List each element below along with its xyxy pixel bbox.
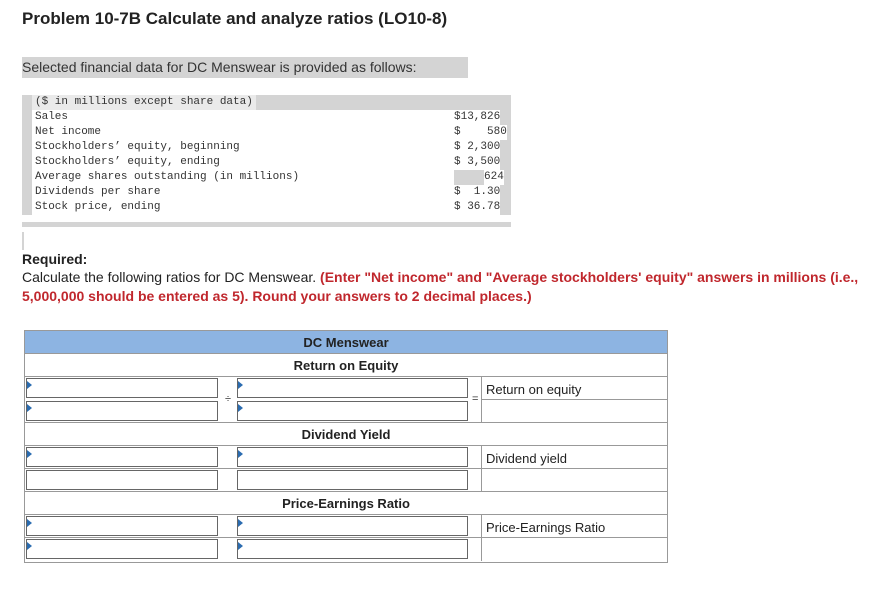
roe-numerator-value-input[interactable] (237, 378, 468, 398)
text-cursor-mark (22, 232, 24, 250)
financial-data-block (22, 95, 511, 217)
dy-denominator-label-input[interactable] (26, 470, 218, 490)
dropdown-arrow-icon (27, 542, 32, 550)
pe-numerator-label-input[interactable] (26, 516, 218, 536)
result-label-roe: Return on equity (486, 382, 582, 397)
data-value: $ 3,500 (454, 156, 501, 168)
dropdown-arrow-icon (27, 519, 32, 527)
data-label: Average shares outstanding (in millions) (32, 170, 302, 185)
dropdown-arrow-icon (238, 381, 243, 389)
dropdown-arrow-icon (238, 450, 243, 458)
table-header (25, 331, 667, 354)
pe-denominator-value-input[interactable] (237, 539, 468, 559)
required-instructions (22, 268, 885, 306)
equals-symbol: = (472, 393, 479, 405)
dropdown-arrow-icon (238, 542, 243, 550)
dropdown-arrow-icon (27, 404, 32, 412)
result-label-pe-ratio: Price-Earnings Ratio (486, 520, 606, 535)
intro-text: Selected financial data for DC Menswear is provided as follows: (22, 57, 468, 78)
dropdown-arrow-icon (238, 519, 243, 527)
dy-numerator-label-input[interactable] (26, 447, 218, 467)
data-row-dividends (22, 185, 511, 200)
roe-numerator-label-input[interactable] (26, 378, 218, 398)
required-red-line1: (Enter "Net income" and "Average stockholders' equity" answers in millions (i.e., (320, 269, 859, 285)
data-row-equity-ending (22, 155, 511, 170)
data-header-row (22, 95, 511, 110)
data-row-sales (22, 110, 511, 125)
data-value: 624 (484, 171, 504, 183)
required-heading: Required: (22, 251, 88, 267)
data-header: ($ in millions except share data) (32, 95, 256, 110)
data-label: Net income (32, 125, 104, 140)
data-value: $ 2,300 (454, 141, 501, 153)
section-title-pe-ratio: Price-Earnings Ratio (282, 496, 410, 511)
data-label: Stockholders’ equity, beginning (32, 140, 243, 155)
data-row-stock-price (22, 200, 511, 215)
data-label: Stock price, ending (32, 200, 163, 215)
company-name: DC Menswear (303, 335, 389, 350)
data-value: $13,826 (454, 111, 501, 123)
required-red-line2: 5,000,000 should be entered as 5). Round your answers to 2 decimal places.) (22, 288, 532, 304)
dy-denominator-value-input[interactable] (237, 470, 468, 490)
data-label: Stockholders’ equity, ending (32, 155, 223, 170)
ratio-table (24, 330, 668, 563)
section-title-dividend-yield: Dividend Yield (301, 427, 391, 442)
data-label: Dividends per share (32, 185, 163, 200)
data-value: $ 580 (454, 126, 507, 138)
dropdown-arrow-icon (238, 404, 243, 412)
pe-numerator-value-input[interactable] (237, 516, 468, 536)
roe-denominator-label-input[interactable] (26, 401, 218, 421)
data-row-average-shares (22, 170, 511, 185)
data-row-equity-beginning (22, 140, 511, 155)
data-row-net-income (22, 125, 511, 140)
problem-title: Problem 10-7B Calculate and analyze ratios (LO10-8) (22, 9, 448, 28)
data-bottom-divider (22, 222, 511, 227)
dropdown-arrow-icon (27, 381, 32, 389)
data-value: $ 36.78 (454, 201, 501, 213)
required-text: Calculate the following ratios for DC Menswear. (22, 269, 321, 285)
dy-numerator-value-input[interactable] (237, 447, 468, 467)
data-label: Sales (32, 110, 71, 125)
result-label-dividend-yield: Dividend yield (486, 451, 567, 466)
data-value: $ 1.30 (454, 186, 501, 198)
roe-denominator-value-input[interactable] (237, 401, 468, 421)
section-title-roe: Return on Equity (293, 358, 399, 373)
dropdown-arrow-icon (27, 450, 32, 458)
divide-symbol: ÷ (225, 393, 232, 405)
pe-denominator-label-input[interactable] (26, 539, 218, 559)
